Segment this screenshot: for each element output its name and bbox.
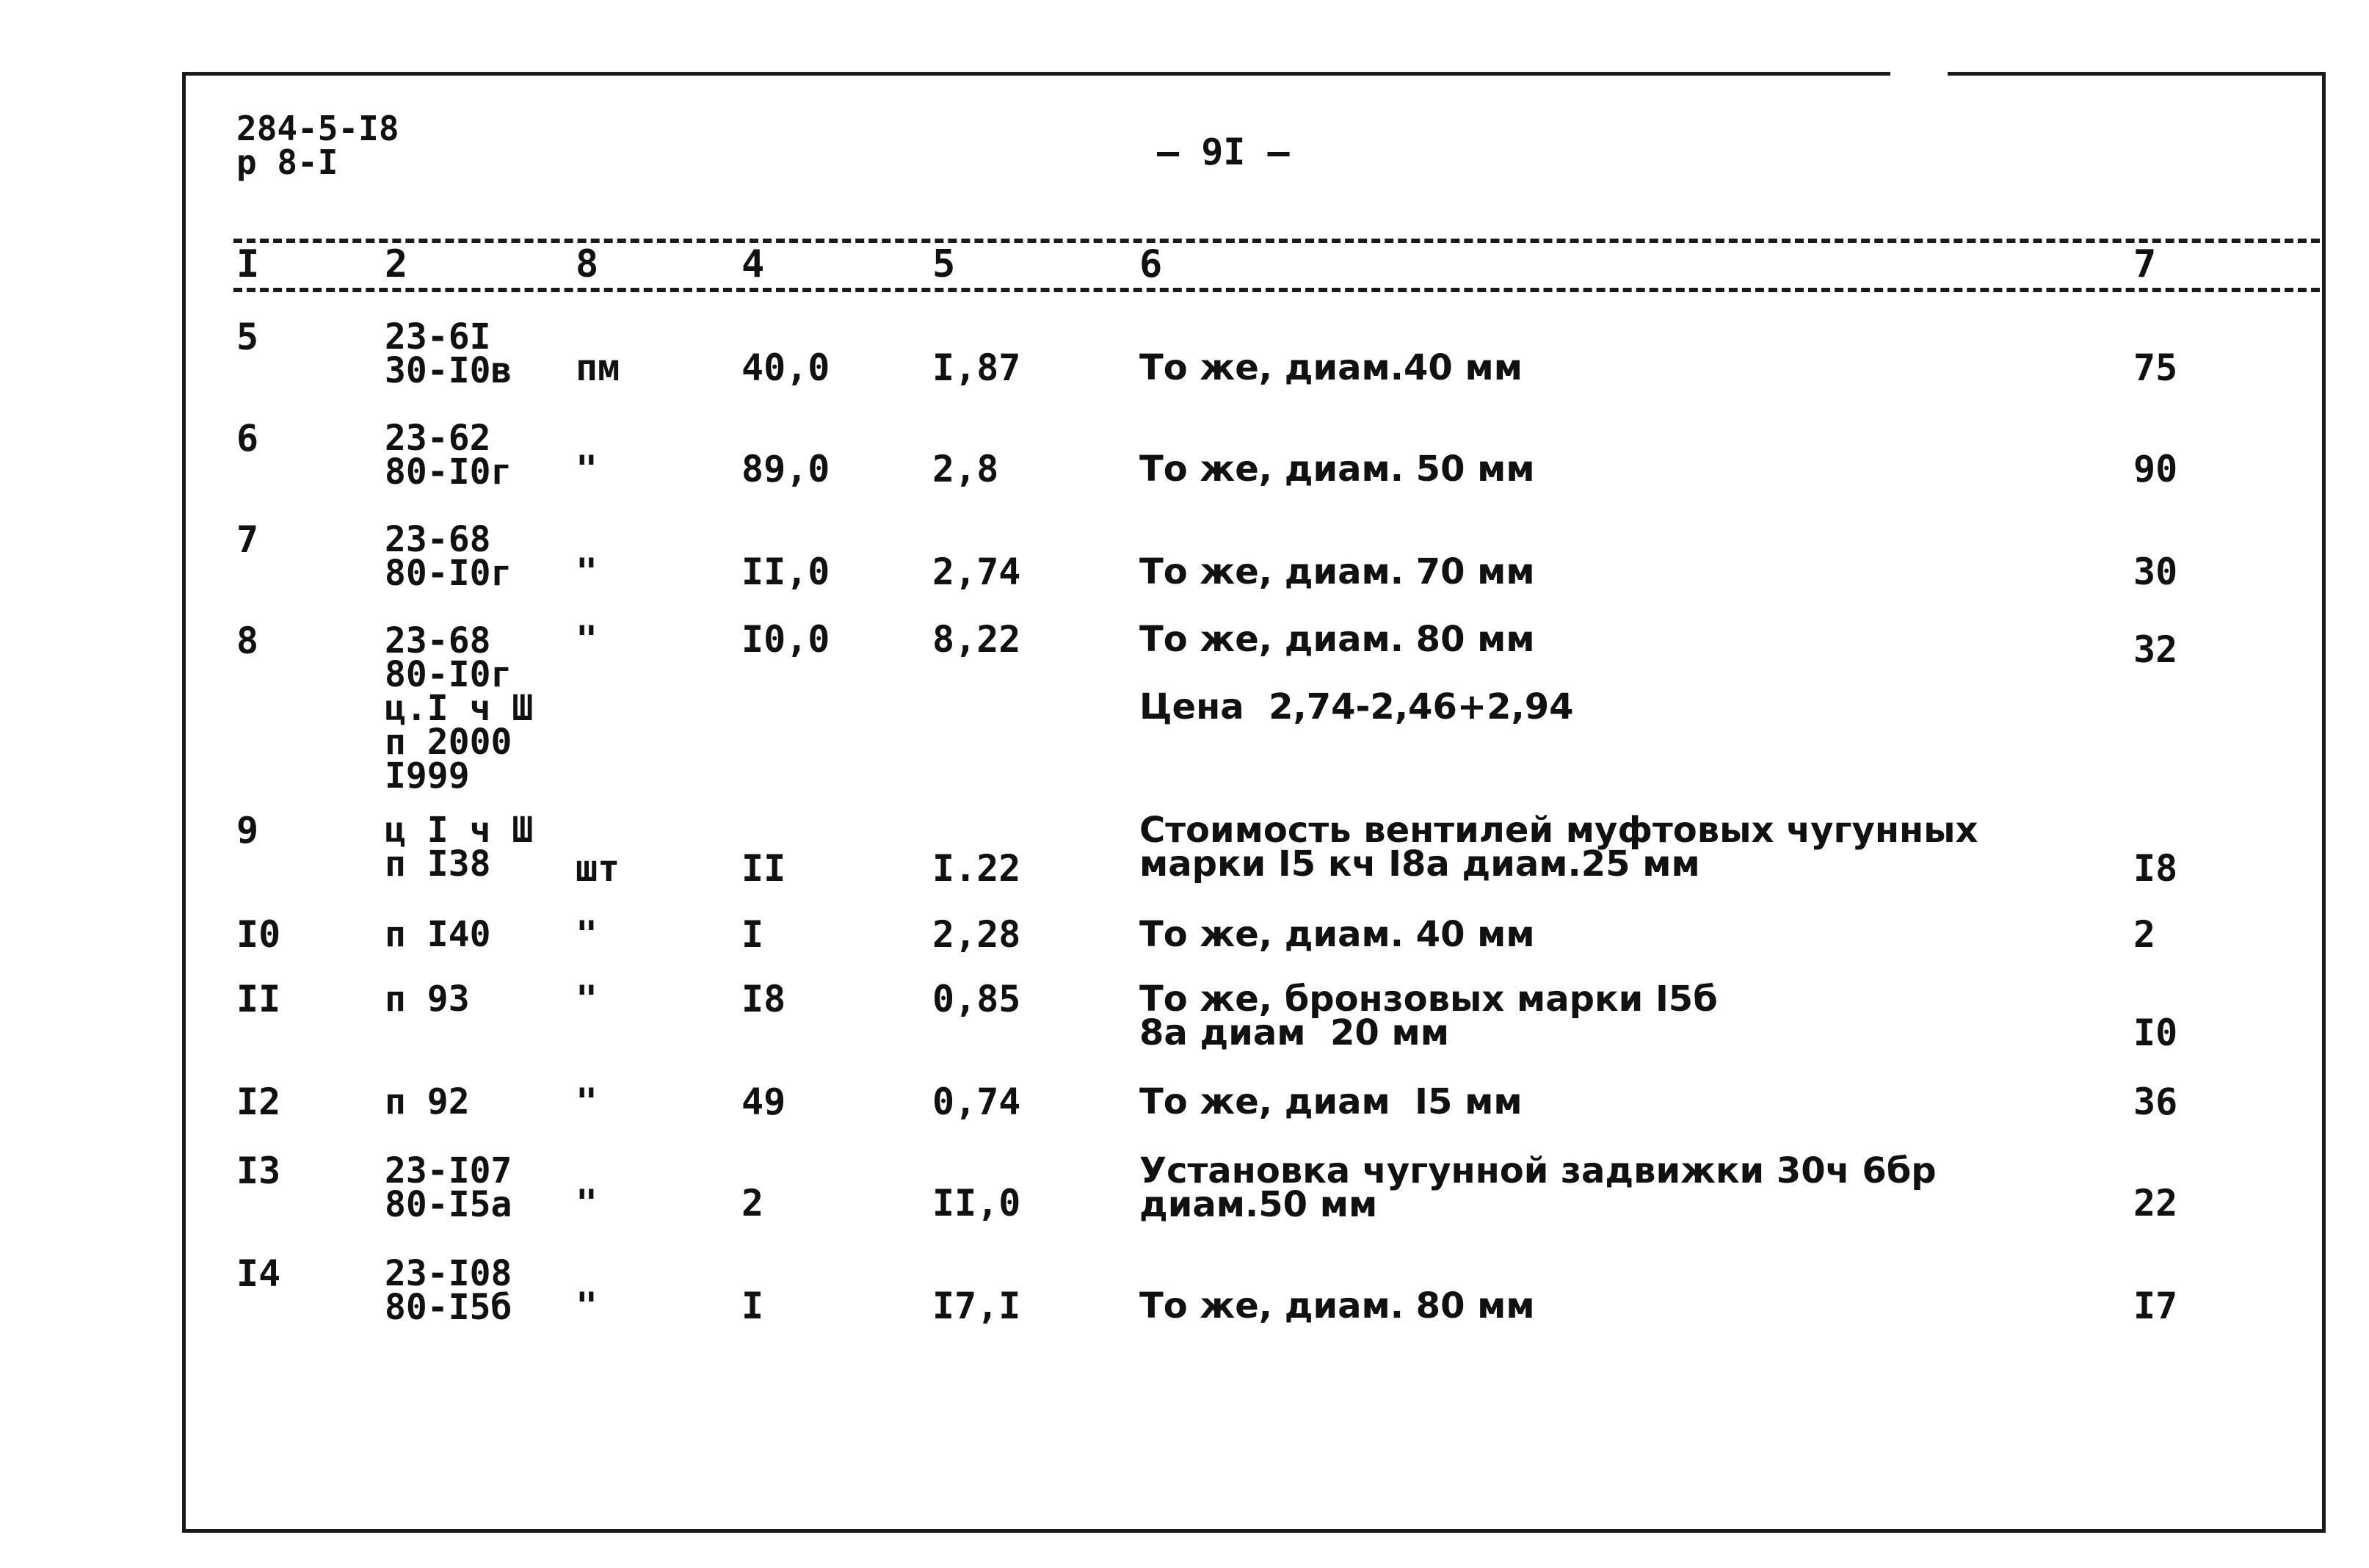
page-number: — 9I — bbox=[1157, 131, 1290, 173]
unit: " bbox=[576, 551, 598, 593]
description-line: Установка чугунной задвижки 30ч 6бр bbox=[1139, 1150, 1937, 1191]
unit: " bbox=[576, 448, 598, 490]
unit-price: 2,8 bbox=[932, 448, 999, 490]
total: I0 bbox=[2133, 1012, 2178, 1054]
rate-code-line: 80-I0г bbox=[385, 451, 512, 493]
description bbox=[1139, 1285, 1535, 1326]
row-number: I0 bbox=[236, 913, 281, 956]
unit-price: 2,74 bbox=[932, 551, 1021, 593]
doc-sub-line: р 8-I bbox=[236, 142, 338, 182]
doc-code-line: 284-5-I8 bbox=[236, 109, 399, 148]
column-number: I bbox=[236, 242, 260, 286]
rate-code bbox=[385, 1081, 470, 1122]
description bbox=[1139, 347, 1523, 388]
description-line: То же, диам. 40 мм bbox=[1139, 914, 1535, 955]
column-number: 2 bbox=[385, 242, 408, 286]
total: 90 bbox=[2133, 448, 2178, 490]
quantity: I0,0 bbox=[741, 618, 830, 661]
rate-code-line: 23-62 bbox=[385, 418, 491, 459]
total: 30 bbox=[2133, 551, 2178, 593]
unit-price: I.22 bbox=[932, 847, 1021, 890]
unit: пм bbox=[576, 346, 620, 389]
rate-code-line: 80-I5б bbox=[385, 1287, 512, 1328]
description-line: Стоимость вентилей муфтовых чугунных bbox=[1139, 810, 1978, 851]
column-number: 6 bbox=[1139, 242, 1163, 286]
rate-code bbox=[385, 316, 512, 391]
row-number: 7 bbox=[236, 518, 259, 561]
total: I7 bbox=[2133, 1285, 2178, 1327]
description-line: То же, диам.40 мм bbox=[1139, 347, 1523, 388]
rate-code bbox=[385, 914, 491, 955]
description-line: То же, бронзовых марки I5б bbox=[1139, 979, 1718, 1020]
column-number: 5 bbox=[932, 242, 956, 286]
rate-code-line: I999 bbox=[385, 755, 470, 796]
unit-price: I,87 bbox=[932, 346, 1021, 389]
quantity: 2 bbox=[741, 1182, 764, 1224]
description bbox=[1139, 979, 1718, 1053]
rate-code bbox=[385, 519, 512, 594]
rate-code-line: п 93 bbox=[385, 979, 470, 1020]
column-number: 8 bbox=[576, 242, 599, 286]
total: 36 bbox=[2133, 1081, 2178, 1123]
unit: " bbox=[576, 1081, 598, 1123]
row-number: 5 bbox=[236, 316, 259, 358]
unit-price: I7,I bbox=[932, 1285, 1021, 1327]
total: 32 bbox=[2133, 628, 2178, 671]
total: I8 bbox=[2133, 847, 2178, 890]
description bbox=[1139, 619, 1574, 727]
row-number: 8 bbox=[236, 620, 259, 662]
rate-code-line: 23-I07 bbox=[385, 1150, 512, 1191]
rate-code-line: 23-6I bbox=[385, 316, 491, 357]
header-dashed-line-bottom bbox=[233, 288, 2320, 292]
row-number: I2 bbox=[236, 1081, 281, 1123]
unit: " bbox=[576, 1285, 598, 1327]
rate-code-line: п I40 bbox=[385, 914, 491, 955]
quantity: 40,0 bbox=[741, 346, 830, 389]
unit-price: II,0 bbox=[932, 1182, 1021, 1224]
unit: шт bbox=[576, 847, 620, 890]
rate-code bbox=[385, 810, 534, 885]
unit: " bbox=[576, 618, 598, 661]
description bbox=[1139, 1081, 1523, 1122]
description-line: 8а диам 20 мм bbox=[1139, 1012, 1449, 1053]
header-dashed-line-top bbox=[233, 239, 2320, 243]
description-line: Цена 2,74-2,46+2,94 bbox=[1139, 686, 1574, 727]
rate-code-line: 30-I0в bbox=[385, 350, 512, 391]
description-line: То же, диам. 80 мм bbox=[1139, 1285, 1535, 1326]
row-number: II bbox=[236, 978, 281, 1020]
unit-price: 2,28 bbox=[932, 913, 1021, 956]
description-line: марки I5 кч I8а диам.25 мм bbox=[1139, 843, 1700, 885]
rate-code bbox=[385, 620, 534, 796]
quantity: 49 bbox=[741, 1081, 786, 1123]
row-number: I4 bbox=[236, 1252, 281, 1295]
column-number: 7 bbox=[2133, 242, 2157, 286]
description bbox=[1139, 914, 1535, 955]
rate-code bbox=[385, 979, 470, 1020]
rate-code-line: 23-I08 bbox=[385, 1253, 512, 1294]
description bbox=[1139, 1150, 1937, 1225]
quantity: I bbox=[741, 913, 764, 956]
rate-code-line: ц I ч Ш bbox=[385, 810, 534, 851]
unit-price: 8,22 bbox=[932, 618, 1021, 661]
description-line bbox=[1139, 656, 1574, 690]
unit-price: 0,74 bbox=[932, 1081, 1021, 1123]
total: 22 bbox=[2133, 1182, 2178, 1224]
unit: " bbox=[576, 1182, 598, 1224]
rate-code bbox=[385, 418, 512, 493]
description-line: То же, диам. 50 мм bbox=[1139, 449, 1535, 490]
rate-code-line: п 92 bbox=[385, 1081, 470, 1122]
column-number: 4 bbox=[741, 242, 765, 286]
rate-code-line: 80-I5а bbox=[385, 1184, 512, 1225]
rate-code bbox=[385, 1253, 512, 1328]
description bbox=[1139, 449, 1535, 490]
quantity: 89,0 bbox=[741, 448, 830, 490]
unit-price: 0,85 bbox=[932, 978, 1021, 1020]
quantity: I bbox=[741, 1285, 764, 1327]
rate-code bbox=[385, 1150, 512, 1225]
description-line: То же, диам. 80 мм bbox=[1139, 619, 1535, 660]
document-code bbox=[236, 109, 399, 182]
row-number: I3 bbox=[236, 1150, 281, 1192]
quantity: II,0 bbox=[741, 551, 830, 593]
description-line: диам.50 мм bbox=[1139, 1184, 1378, 1225]
rate-code-line: п I38 bbox=[385, 843, 491, 885]
frame-gap bbox=[1890, 68, 1948, 78]
row-number: 6 bbox=[236, 417, 259, 460]
rate-code-line: 23-68 bbox=[385, 519, 491, 560]
rate-code-line: 80-I0г bbox=[385, 553, 512, 594]
total: 75 bbox=[2133, 346, 2178, 389]
quantity: I8 bbox=[741, 978, 786, 1020]
unit: " bbox=[576, 978, 598, 1020]
rate-code-line: ц.I ч Ш bbox=[385, 688, 534, 729]
description bbox=[1139, 551, 1535, 592]
description-line: То же, диам I5 мм bbox=[1139, 1081, 1523, 1122]
quantity: II bbox=[741, 847, 786, 890]
description-line: То же, диам. 70 мм bbox=[1139, 551, 1535, 592]
row-number: 9 bbox=[236, 809, 259, 852]
description bbox=[1139, 810, 1978, 885]
rate-code-line: 80-I0г bbox=[385, 654, 512, 695]
rate-code-line: п 2000 bbox=[385, 722, 512, 763]
total: 2 bbox=[2133, 913, 2156, 956]
unit: " bbox=[576, 913, 598, 956]
rate-code-line: 23-68 bbox=[385, 620, 491, 661]
